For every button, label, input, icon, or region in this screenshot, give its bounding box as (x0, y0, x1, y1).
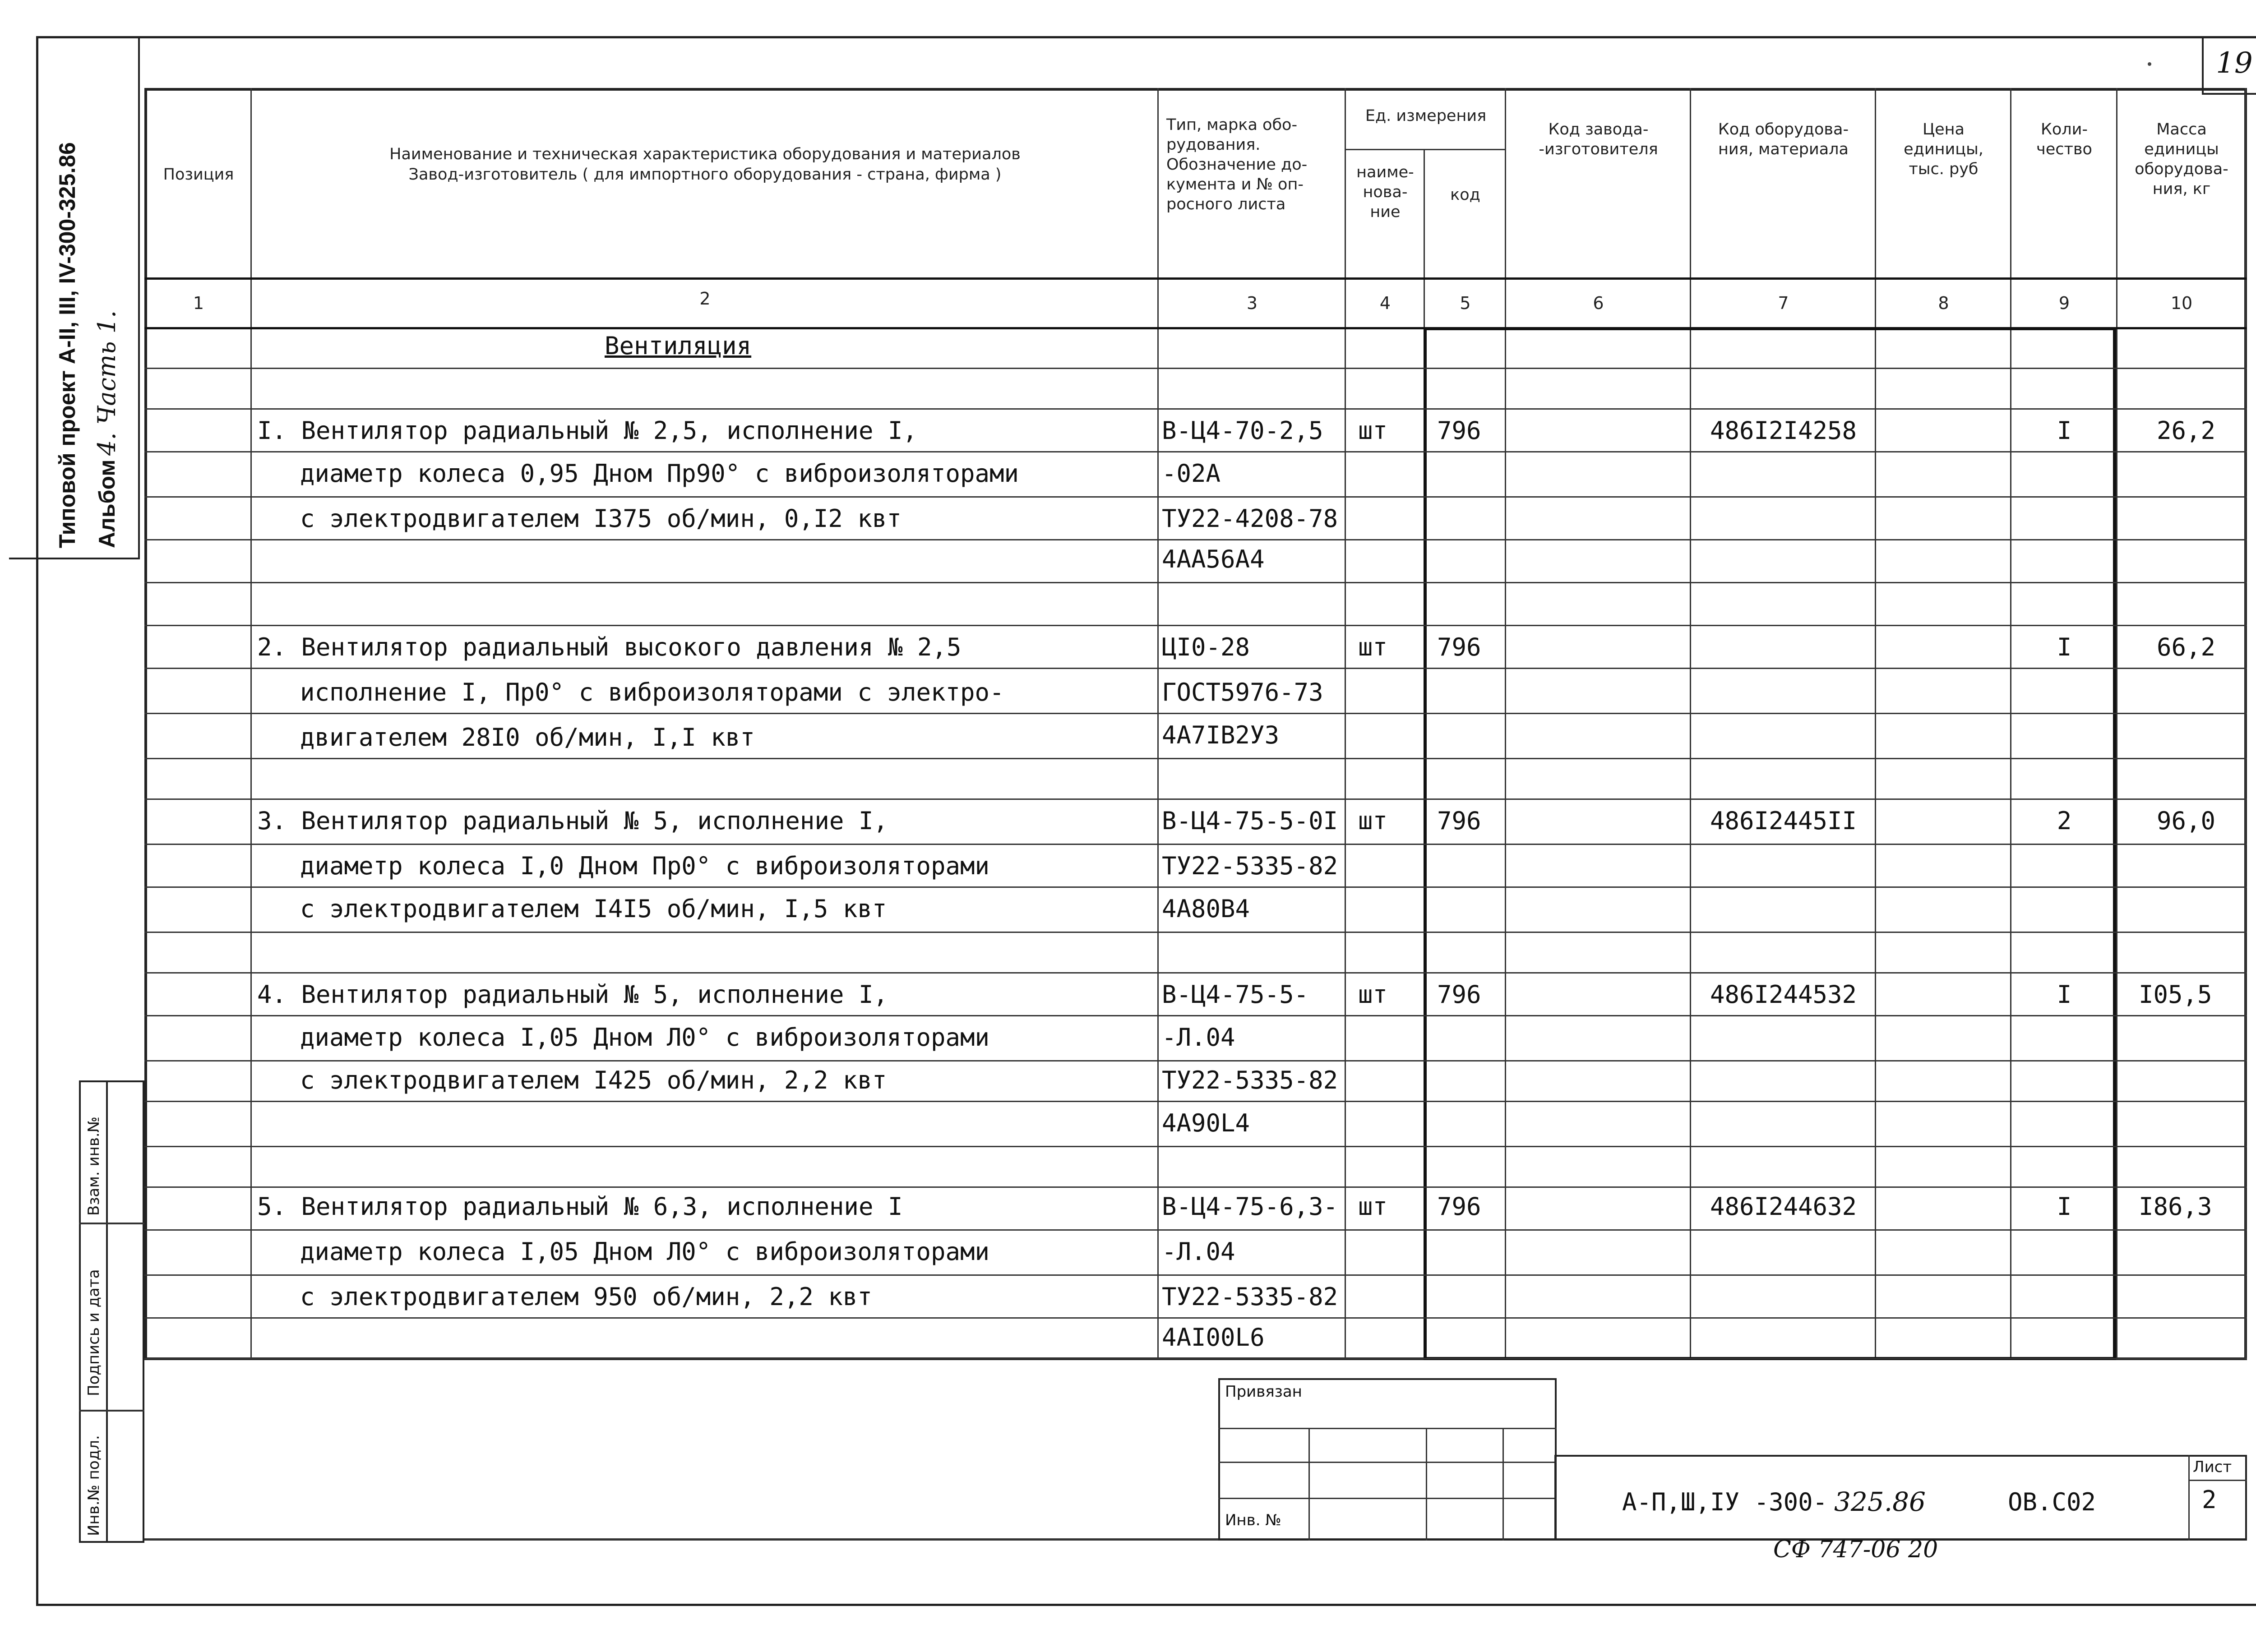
header-qty: Коли- чество (2036, 120, 2092, 158)
item-4-type: ТУ22-5335-82 (1162, 1066, 1338, 1094)
item-4-type: -Л.04 (1162, 1023, 1235, 1052)
item-1-type: 4АА56А4 (1162, 545, 1265, 573)
item-1-type: ТУ22-4208-78 (1162, 504, 1338, 533)
item-1-type: В-Ц4-70-2,5 (1162, 416, 1323, 445)
header-name-line2: Завод-изготовитель ( для импортного оборудования - страна, фирма ) (408, 166, 1002, 184)
item-2-line-3: двигателем 28I0 об/мин, I,I квт (300, 723, 755, 752)
item-1-type: -02А (1162, 459, 1221, 488)
item-5-equip-code: 486I244632 (1710, 1192, 1857, 1221)
item-5-line-2: диаметр колеса I,05 Дном Л0° с виброизоляторами (300, 1237, 990, 1266)
item-2-type: 4А7IВ2УЗ (1162, 721, 1280, 749)
header-position: Позиция (163, 166, 234, 184)
item-2-type: ЦI0-28 (1162, 633, 1250, 661)
item-1-line-3: с электродвигателем I375 об/мин, 0,I2 квт (300, 504, 901, 533)
col-number: 2 (699, 289, 711, 309)
col-number: 9 (2058, 293, 2070, 313)
header-price: Цена единицы, тыс. руб (1904, 120, 1983, 178)
doc-code-handwritten: 325.86 (1834, 1486, 1926, 1517)
item-5-qty: I (2057, 1192, 2072, 1221)
item-3-type: 4А80В4 (1162, 895, 1250, 923)
privyazan-label: Привязан (1225, 1383, 1302, 1401)
item-1-mass: 26,2 (2157, 416, 2216, 445)
item-1-line-1: I. Вентилятор радиальный № 2,5, исполнение I, (257, 416, 917, 445)
item-1-qty: I (2057, 416, 2072, 445)
item-5-type: 4АI00L6 (1162, 1323, 1265, 1352)
section-title: Вентиляция (605, 332, 752, 360)
item-5-code: 796 (1437, 1192, 1481, 1221)
doc-mark: ОВ.С02 (2008, 1488, 2096, 1516)
item-1-unit: шт (1358, 416, 1388, 445)
col-number: 8 (1938, 293, 1949, 313)
stamp-podpis: Подпись и дата (85, 1269, 103, 1396)
col-number: 3 (1246, 293, 1258, 313)
item-4-line-1: 4. Вентилятор радиальный № 5, исполнение I, (257, 980, 888, 1009)
col-number: 7 (1778, 293, 1789, 313)
item-2-line-1: 2. Вентилятор радиальный высокого давления № 2,5 (257, 633, 962, 661)
header-mass: Масса единицы оборудова- ния, кг (2135, 120, 2228, 198)
col-number: 4 (1379, 293, 1391, 313)
col-number: 6 (1593, 293, 1604, 313)
item-4-equip-code: 486I244532 (1710, 980, 1857, 1009)
col-number: 1 (193, 293, 204, 313)
item-1-code: 796 (1437, 416, 1481, 445)
item-3-unit: шт (1358, 807, 1388, 835)
item-4-qty: I (2057, 980, 2072, 1009)
side-album: Альбом (94, 459, 120, 548)
list-number: 2 (2202, 1486, 2217, 1514)
item-3-equip-code: 486I2445II (1710, 807, 1857, 835)
item-4-unit: шт (1358, 980, 1388, 1009)
inv-no-label: Инв. № (1225, 1511, 1281, 1529)
col-number: 5 (1460, 293, 1471, 313)
item-2-qty: I (2057, 633, 2072, 661)
side-title: Типовой проект А-II, III, IV-300-325.86 (55, 142, 80, 548)
item-2-type: ГОСТ5976-73 (1162, 678, 1323, 706)
item-5-line-3: с электродвигателем 950 об/мин, 2,2 квт (300, 1283, 872, 1311)
sheet-number: 19 (2202, 36, 2256, 95)
item-5-mass: I86,3 (2139, 1192, 2212, 1221)
item-5-type: ТУ22-5335-82 (1162, 1283, 1338, 1311)
speck (2148, 62, 2151, 66)
item-4-line-2: диаметр колеса I,05 Дном Л0° с виброизоляторами (300, 1023, 990, 1052)
item-5-line-1: 5. Вентилятор радиальный № 6,3, исполнение I (257, 1192, 903, 1221)
list-label: Лист (2193, 1458, 2232, 1476)
header-unit-code: код (1450, 186, 1480, 204)
item-3-type: ТУ22-5335-82 (1162, 852, 1338, 880)
item-3-line-1: 3. Вентилятор радиальный № 5, исполнение I, (257, 807, 888, 835)
side-album-handwritten: 4. Часть 1. (92, 310, 121, 456)
item-1-line-2: диаметр колеса 0,95 Дном Пр90° с виброизоляторами (300, 459, 1019, 488)
header-factory-code: Код завода- -изготовителя (1539, 120, 1658, 158)
item-5-type: -Л.04 (1162, 1237, 1235, 1266)
archive-number-handwritten: СФ 747-06 20 (1773, 1536, 1938, 1563)
item-4-type: В-Ц4-75-5- (1162, 980, 1309, 1009)
col-number: 10 (2170, 293, 2193, 313)
item-5-unit: шт (1358, 1192, 1388, 1221)
item-2-unit: шт (1358, 633, 1388, 661)
header-equip-code: Код оборудова- ния, материала (1718, 120, 1849, 158)
header-type: Тип, марка обо- рудования. Обозначение до- кумента и № оп- росного листа (1166, 116, 1308, 213)
item-4-type: 4А90L4 (1162, 1109, 1250, 1137)
item-1-equip-code: 486I2I4258 (1710, 416, 1857, 445)
item-2-code: 796 (1437, 633, 1481, 661)
item-2-line-2: исполнение I, Пр0° с виброизоляторами с электро- (300, 678, 1004, 706)
item-3-code: 796 (1437, 807, 1481, 835)
item-3-line-2: диаметр колеса I,0 Дном Пр0° с виброизоляторами (300, 852, 990, 880)
header-name-line1: Наименование и техническая характеристика оборудования и материалов (389, 145, 1021, 163)
item-3-qty: 2 (2057, 807, 2072, 835)
doc-code: А-П,Ш,IУ -300- (1622, 1488, 1828, 1516)
item-3-line-3: с электродвигателем I4I5 об/мин, I,5 квт (300, 895, 887, 923)
header-unit-name: наиме- нова- ние (1356, 163, 1414, 221)
item-5-type: В-Ц4-75-6,3- (1162, 1192, 1338, 1221)
item-3-type: В-Ц4-75-5-0I (1162, 807, 1338, 835)
item-3-mass: 96,0 (2157, 807, 2216, 835)
stamp-vzam: Взам. инв.№ (85, 1116, 103, 1216)
item-4-line-3: с электродвигателем I425 об/мин, 2,2 квт (300, 1066, 887, 1094)
stamp-inv-podl: Инв.№ подл. (85, 1435, 103, 1536)
item-4-code: 796 (1437, 980, 1481, 1009)
item-4-mass: I05,5 (2139, 980, 2212, 1009)
item-2-mass: 66,2 (2157, 633, 2216, 661)
header-unit: Ед. измерения (1365, 107, 1487, 125)
